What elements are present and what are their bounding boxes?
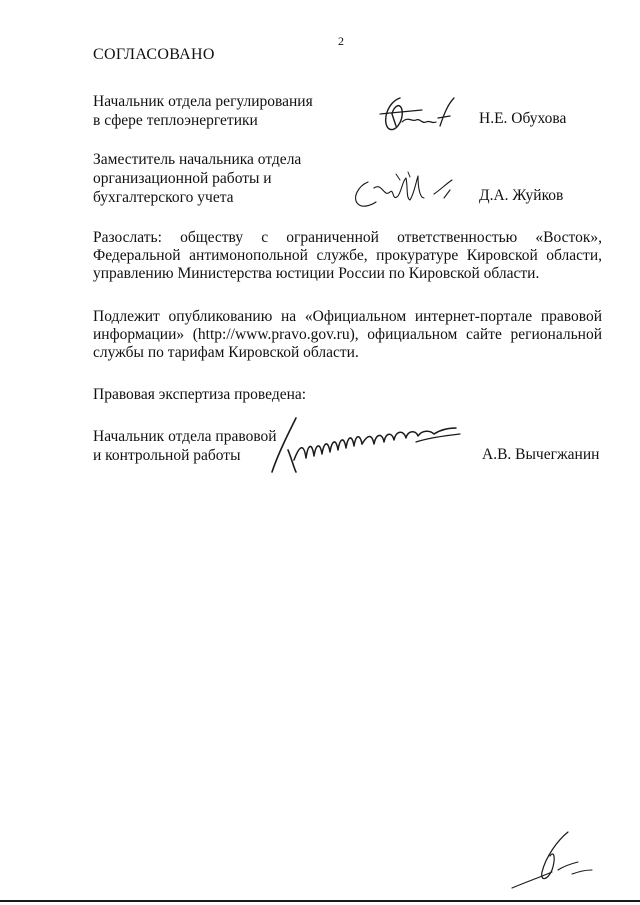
approval-1-position	[93, 92, 313, 130]
approval-2-position-line: Заместитель начальника отдела	[93, 151, 302, 168]
legal-review-heading: Правовая экспертиза проведена:	[93, 386, 307, 403]
approved-heading: СОГЛАСОВАНО	[93, 46, 215, 63]
legal-signer-position-line: и контрольной работы	[93, 447, 241, 464]
legal-signer-position	[93, 427, 277, 465]
approval-1-name: Н.Е. Обухова	[479, 110, 567, 127]
approval-2-position	[93, 150, 301, 207]
page-number: 2	[338, 34, 344, 48]
signature-zhuikov	[350, 168, 462, 216]
publication-paragraph: Подлежит опубликованию на «Официальном интернет-портале правовой информации» (http://www.pravo.gov.ru), официальном сайте региональной службы по тарифам Кировской области.	[93, 308, 602, 361]
legal-signer-position-line: Начальник отдела правовой	[93, 428, 277, 445]
signature-vychegzhanin	[266, 414, 466, 478]
page-bottom-rule	[0, 900, 640, 902]
distribution-paragraph: Разослать: обществу с ограниченной ответственностью «Восток», Федеральной антимонопольной службе, прокуратуре Кировской области, управлению Министерства юстиции России по Кировской области.	[93, 229, 602, 282]
approval-1-position-line: Начальник отдела регулирования	[93, 93, 313, 110]
signature-obukhova	[378, 92, 464, 138]
initials-signature	[508, 826, 596, 898]
approval-2-position-line: организационной работы и	[93, 170, 272, 187]
legal-signer-name: А.В. Вычегжанин	[482, 446, 600, 463]
approval-1-position-line: в сфере теплоэнергетики	[93, 112, 258, 129]
approval-2-position-line: бухгалтерского учета	[93, 189, 234, 206]
approval-2-name: Д.А. Жуйков	[479, 187, 564, 204]
